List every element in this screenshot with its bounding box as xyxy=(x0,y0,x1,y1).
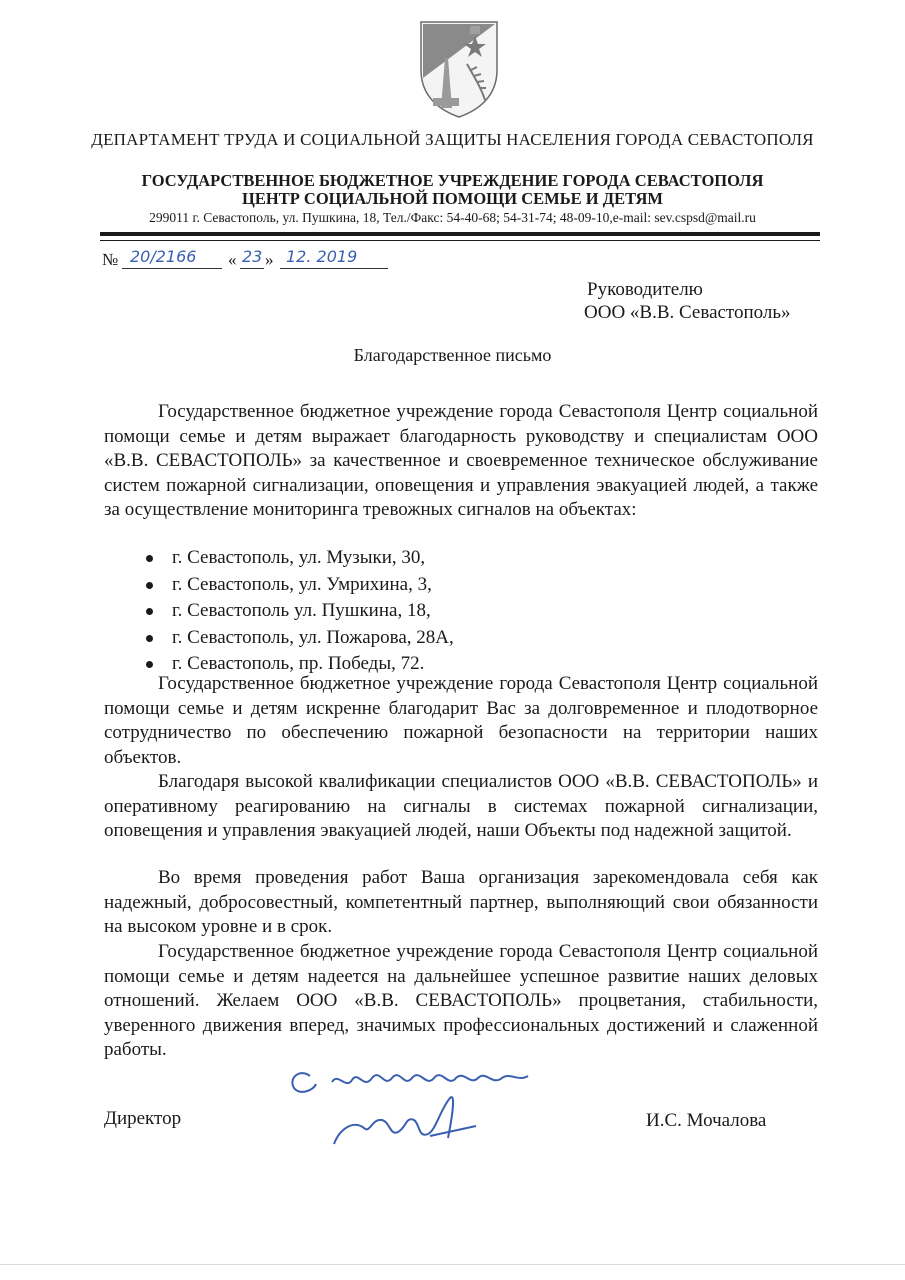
day-quote-close: » xyxy=(265,250,274,269)
list-item: г. Севастополь, ул. Пожарова, 28А, xyxy=(104,625,454,652)
paragraph-4: Во время проведения работ Ваша организация зарекомендовала себя как надежный, добросовестный, компетентный партнер, выполняющий свои обязанности на высоком уровне и в срок. xyxy=(104,867,818,937)
paragraph-2: Государственное бюджетное учреждение города Севастополя Центр социальной помощи семье и детям искренне благодарит Вас за долговременное и плодотворное сотрудничество по обеспечению пожарной безопасности на территории наших объектов. xyxy=(104,673,818,768)
list-item: г. Севастополь ул. Пушкина, 18, xyxy=(104,598,454,625)
paragraph-5: Государственное бюджетное учреждение города Севастополя Центр социальной помощи семье и детям надеется на дальнейшее успешное развитие наших деловых отношений. Желаем ООО «В.В. СЕВАСТОПОЛЬ» процветания, стабильности, уверенного движения вперед, значимых профессиональных достижений и слаженной работы. xyxy=(104,941,818,1060)
organization-name-line1: ГОСУДАРСТВЕННОЕ БЮДЖЕТНОЕ УЧРЕЖДЕНИЕ ГОРОДА СЕВАСТОПОЛЯ xyxy=(141,171,764,190)
addressee-organization: ООО «В.В. Севастополь» xyxy=(584,302,791,323)
letterhead-divider-thick xyxy=(100,232,820,236)
department-name: ДЕПАРТАМЕНТ ТРУДА И СОЦИАЛЬНОЙ ЗАЩИТЫ НАСЕЛЕНИЯ ГОРОДА СЕВАСТОПОЛЯ xyxy=(91,130,814,149)
letter-title: Благодарственное письмо xyxy=(353,345,552,365)
registration-day: 23 xyxy=(242,247,263,266)
signatory-name: И.С. Мочалова xyxy=(646,1110,767,1131)
list-item: г. Севастополь, пр. Победы, 72. xyxy=(104,651,454,678)
bullet-icon xyxy=(146,635,153,642)
bullet-icon xyxy=(146,555,153,562)
registration-date: 12. 2019 xyxy=(286,247,358,266)
registration-line xyxy=(102,246,402,272)
scan-edge-line xyxy=(0,1264,905,1265)
signatory-role: Директор xyxy=(104,1108,182,1129)
handwritten-signature xyxy=(280,1058,560,1158)
list-item: г. Севастополь, ул. Музыки, 30, xyxy=(104,545,454,572)
organization-address: 299011 г. Севастополь, ул. Пушкина, 18, Тел./Факс: 54-40-68; 54-31-74; 48-09-10,e-mail: sev.cspsd@mail.ru xyxy=(149,210,756,225)
bullet-icon xyxy=(146,608,153,615)
bullet-icon xyxy=(146,582,153,589)
sevastopol-coat-of-arms-icon xyxy=(417,18,501,120)
objects-list xyxy=(104,545,454,678)
number-label: № xyxy=(102,250,119,269)
addressee-position: Руководителю xyxy=(587,279,703,300)
day-quote-open: « xyxy=(228,250,237,269)
paragraph-1: Государственное бюджетное учреждение города Севастополя Центр социальной помощи семье и детям выражает благодарность руководству и специалистам ООО «В.В. СЕВАСТОПОЛЬ» за качественное и своевременное техническое обслуживание систем пожарной сигнализации, оповещения и управления эвакуацией людей, а также за осуществление мониторинга тревожных сигналов на объектах: xyxy=(104,401,818,520)
organization-name-line2: ЦЕНТР СОЦИАЛЬНОЙ ПОМОЩИ СЕМЬЕ И ДЕТЯМ xyxy=(242,189,663,208)
bullet-icon xyxy=(146,661,153,668)
paragraph-3: Благодаря высокой квалификации специалистов ООО «В.В. СЕВАСТОПОЛЬ» и оперативному реагированию на сигналы в системах пожарной сигнализации, оповещения и управления эвакуацией людей, наши Объекты под надежной защитой. xyxy=(104,771,818,841)
letterhead-divider-thin xyxy=(100,240,820,241)
list-item: г. Севастополь, ул. Умрихина, 3, xyxy=(104,572,454,599)
registration-number: 20/2166 xyxy=(130,247,197,266)
